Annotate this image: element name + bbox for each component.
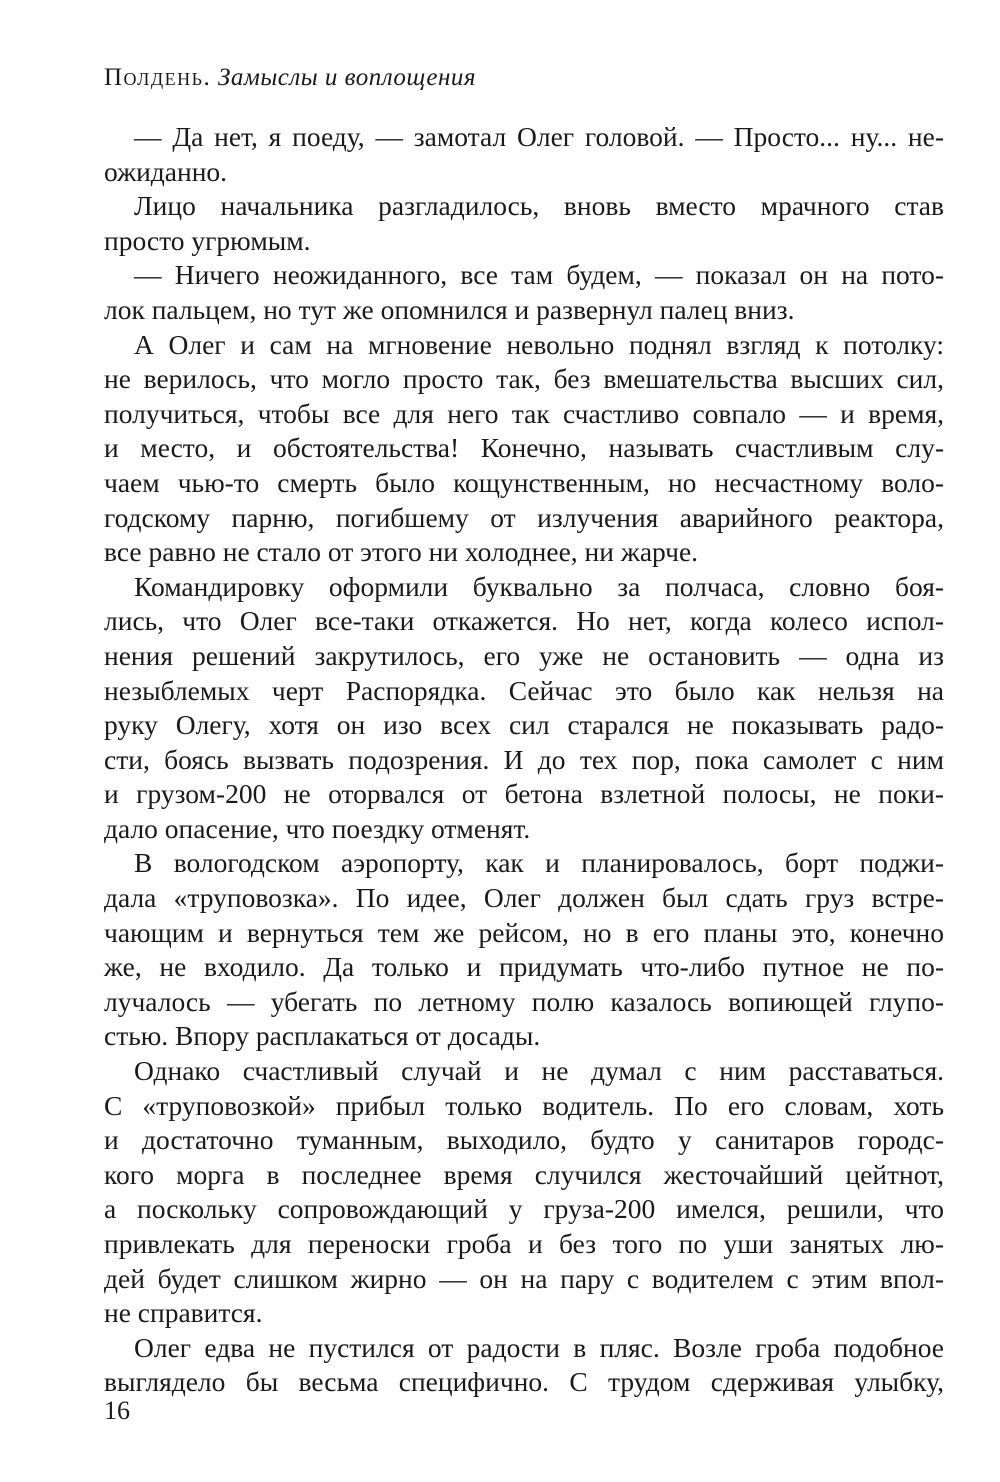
paragraph [104, 189, 944, 258]
paragraph [104, 328, 944, 570]
text-line: лок пальцем, но тут же опомнился и развернул палец вниз. [104, 293, 795, 325]
text-line: Однако счастливый случай и не думал с ним расставаться. [134, 1055, 944, 1087]
running-header-section: Полдень. [104, 64, 212, 91]
text-line: С «труповозкой» прибыл только водитель. По его словам, хоть [104, 1089, 944, 1121]
text-line: лучалось — убегать по летному полю казалось вопиющей глупо- [104, 985, 944, 1017]
text-line: не справится. [104, 1297, 263, 1329]
running-header-subtitle: Замыслы и воплощения [217, 64, 477, 91]
text-line: незыблемых черт Распорядка. Сейчас это было как нельзя на [104, 674, 944, 706]
running-header [104, 64, 476, 92]
paragraph [104, 846, 944, 1054]
text-line: выглядело бы весьма специфично. С трудом сдерживая улыбку, [104, 1366, 944, 1398]
text-line: ожиданно. [104, 155, 228, 187]
text-line: годскому парню, погибшему от излучения аварийного реактора, [104, 501, 944, 533]
text-line: дало опасение, что поездку отменят. [104, 812, 531, 844]
paragraph [104, 1054, 944, 1331]
body-text [104, 120, 944, 1400]
text-line: привлекать для переноски гроба и без того по уши занятых лю- [104, 1228, 944, 1259]
text-line: сти, боясь вызвать подозрения. И до тех пор, пока самолет с ним [104, 743, 944, 775]
text-line: Олег едва не пустился от радости в пляс. Возле гроба подобное [134, 1331, 944, 1363]
text-line: и грузом-200 не оторвался от бетона взлетной полосы, не поки- [104, 778, 944, 810]
text-line: — Да нет, я поеду, — замотал Олег головой. — Просто... ну... не- [134, 121, 944, 152]
text-line: Лицо начальника разгладилось, вновь вместо мрачного став [134, 190, 944, 222]
text-line: и достаточно туманным, выходило, будто у санитаров городс- [104, 1124, 944, 1156]
page-number: 16 [104, 1396, 130, 1425]
text-line: дей будет слишком жирно — он на пару с водителем с этим впол- [104, 1262, 944, 1294]
text-line: Командировку оформили буквально за полчаса, словно боя- [134, 570, 944, 602]
paragraph [104, 258, 944, 327]
text-line: нения решений закрутилось, его уже не остановить — одна из [104, 639, 944, 671]
paragraph [104, 570, 944, 847]
text-line: и место, и обстоятельства! Конечно, называть счастливым слу- [104, 432, 944, 464]
paragraph [104, 120, 944, 189]
text-line: стью. Впору расплакаться от досады. [104, 1020, 541, 1052]
text-line: дала «труповозка». По идее, Олег должен был сдать груз встре- [104, 882, 944, 914]
text-line: — Ничего неожиданного, все там будем, — показал он на пото- [134, 259, 944, 291]
text-line: кого морга в последнее время случился жесточайший цейтнот, [104, 1158, 944, 1190]
paragraph [104, 1331, 944, 1400]
text-line: лись, что Олег все-таки откажется. Но нет, когда колесо испол- [104, 605, 944, 637]
text-line: чающим и вернуться тем же рейсом, но в его планы это, конечно [104, 916, 944, 948]
text-line: получиться, чтобы все для него так счастливо совпало — и время, [104, 397, 944, 429]
text-line: а поскольку сопровождающий у груза-200 имелся, решили, что [104, 1193, 944, 1225]
text-line: не верилось, что могло просто так, без вмешательства высших сил, [104, 363, 944, 395]
text-line: руку Олегу, хотя он изо всех сил старался не показывать радо- [104, 709, 944, 741]
text-line: чаем чью-то смерть было кощунственным, но несчастному воло- [104, 466, 944, 498]
text-line: В вологодском аэропорту, как и планировалось, борт поджи- [134, 847, 944, 879]
text-line: А Олег и сам на мгновение невольно поднял взгляд к потолку: [134, 328, 944, 360]
text-line: просто угрюмым. [104, 224, 311, 256]
text-line: же, не входило. Да только и придумать что-либо путное не по- [104, 951, 944, 983]
text-line: все равно не стало от этого ни холоднее, ни жарче. [104, 536, 699, 568]
